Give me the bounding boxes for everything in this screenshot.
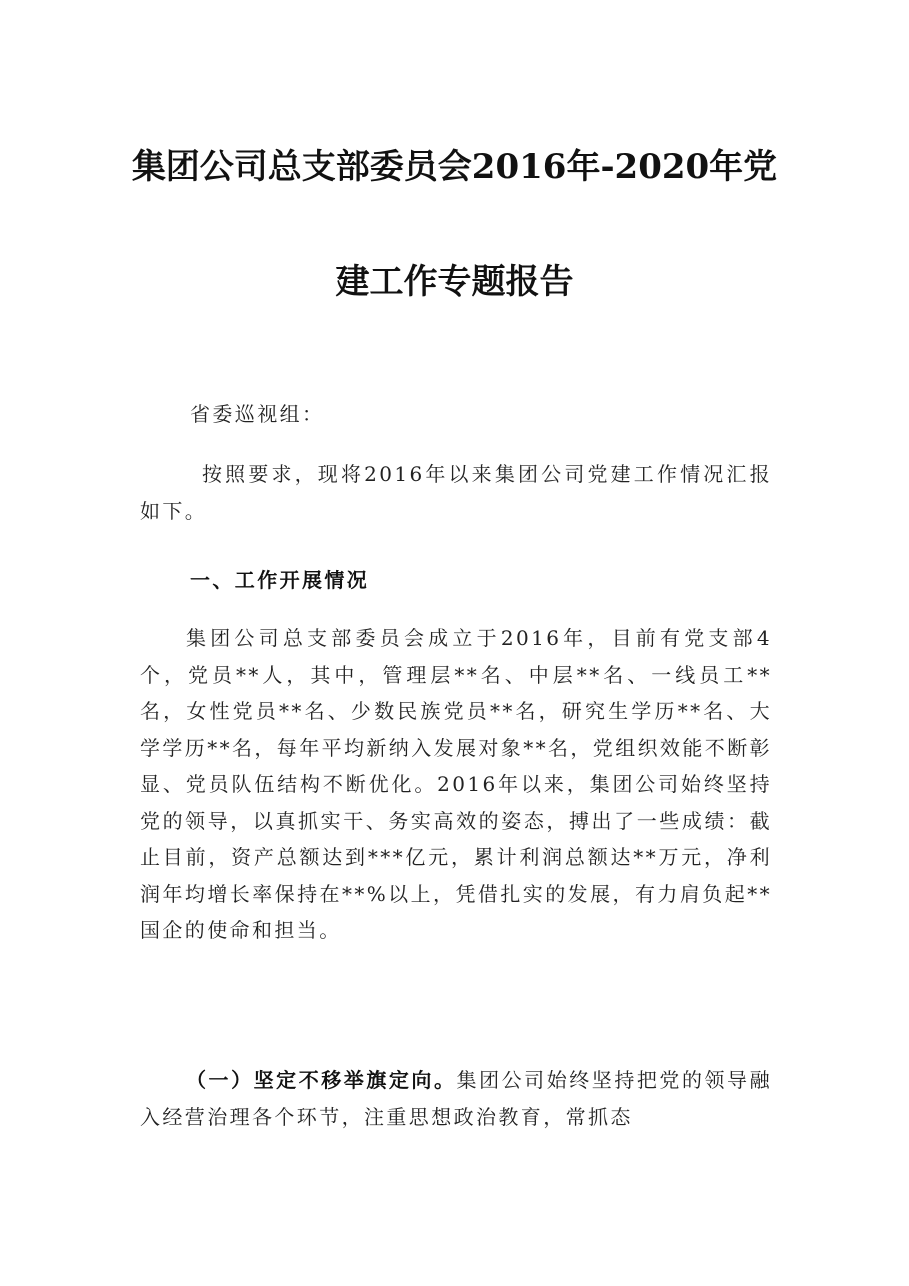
document-title-line-2: 建工作专题报告 — [335, 262, 574, 302]
intro-paragraph: 按照要求，现将2016年以来集团公司党建工作情况汇报如下。 — [140, 462, 772, 523]
section-1-heading: 一、工作开展情况 — [190, 568, 370, 592]
document-title-line-1: 集团公司总支部委员会2016年-2020年党 — [131, 147, 778, 187]
subsection-1-heading: （一）坚定不移举旗定向。 — [186, 1068, 457, 1092]
subsection-1-text: 集团公司始终坚持把党的领导融入经营治理各个环节，注重思想政治教育，常抓态 — [140, 1068, 772, 1129]
section-1-paragraph: 集团公司总支部委员会成立于2016年，目前有党支部4个，党员**人，其中，管理层**名、中层**名、一线员工**名，女性党员**名、少数民族党员**名，研究生学历**名、大学学历**名，每年平均新纳入发展对象**名，党组织效能不断彰显、党员队伍结构不断优化。2016年以来，集团公司始终坚持党的领导，以真抓实干、务实高效的姿态，搏出了一些成绩：截止目前，资产总额达到***亿元，累计利润总额达**万元，净利润年均增长率保持在**%以上，凭借扎实的发展，有力肩负起**国企的使命和担当。 — [140, 626, 772, 942]
salutation: 省委巡视组： — [190, 402, 325, 426]
subsection-1-paragraph — [140, 1062, 772, 1135]
